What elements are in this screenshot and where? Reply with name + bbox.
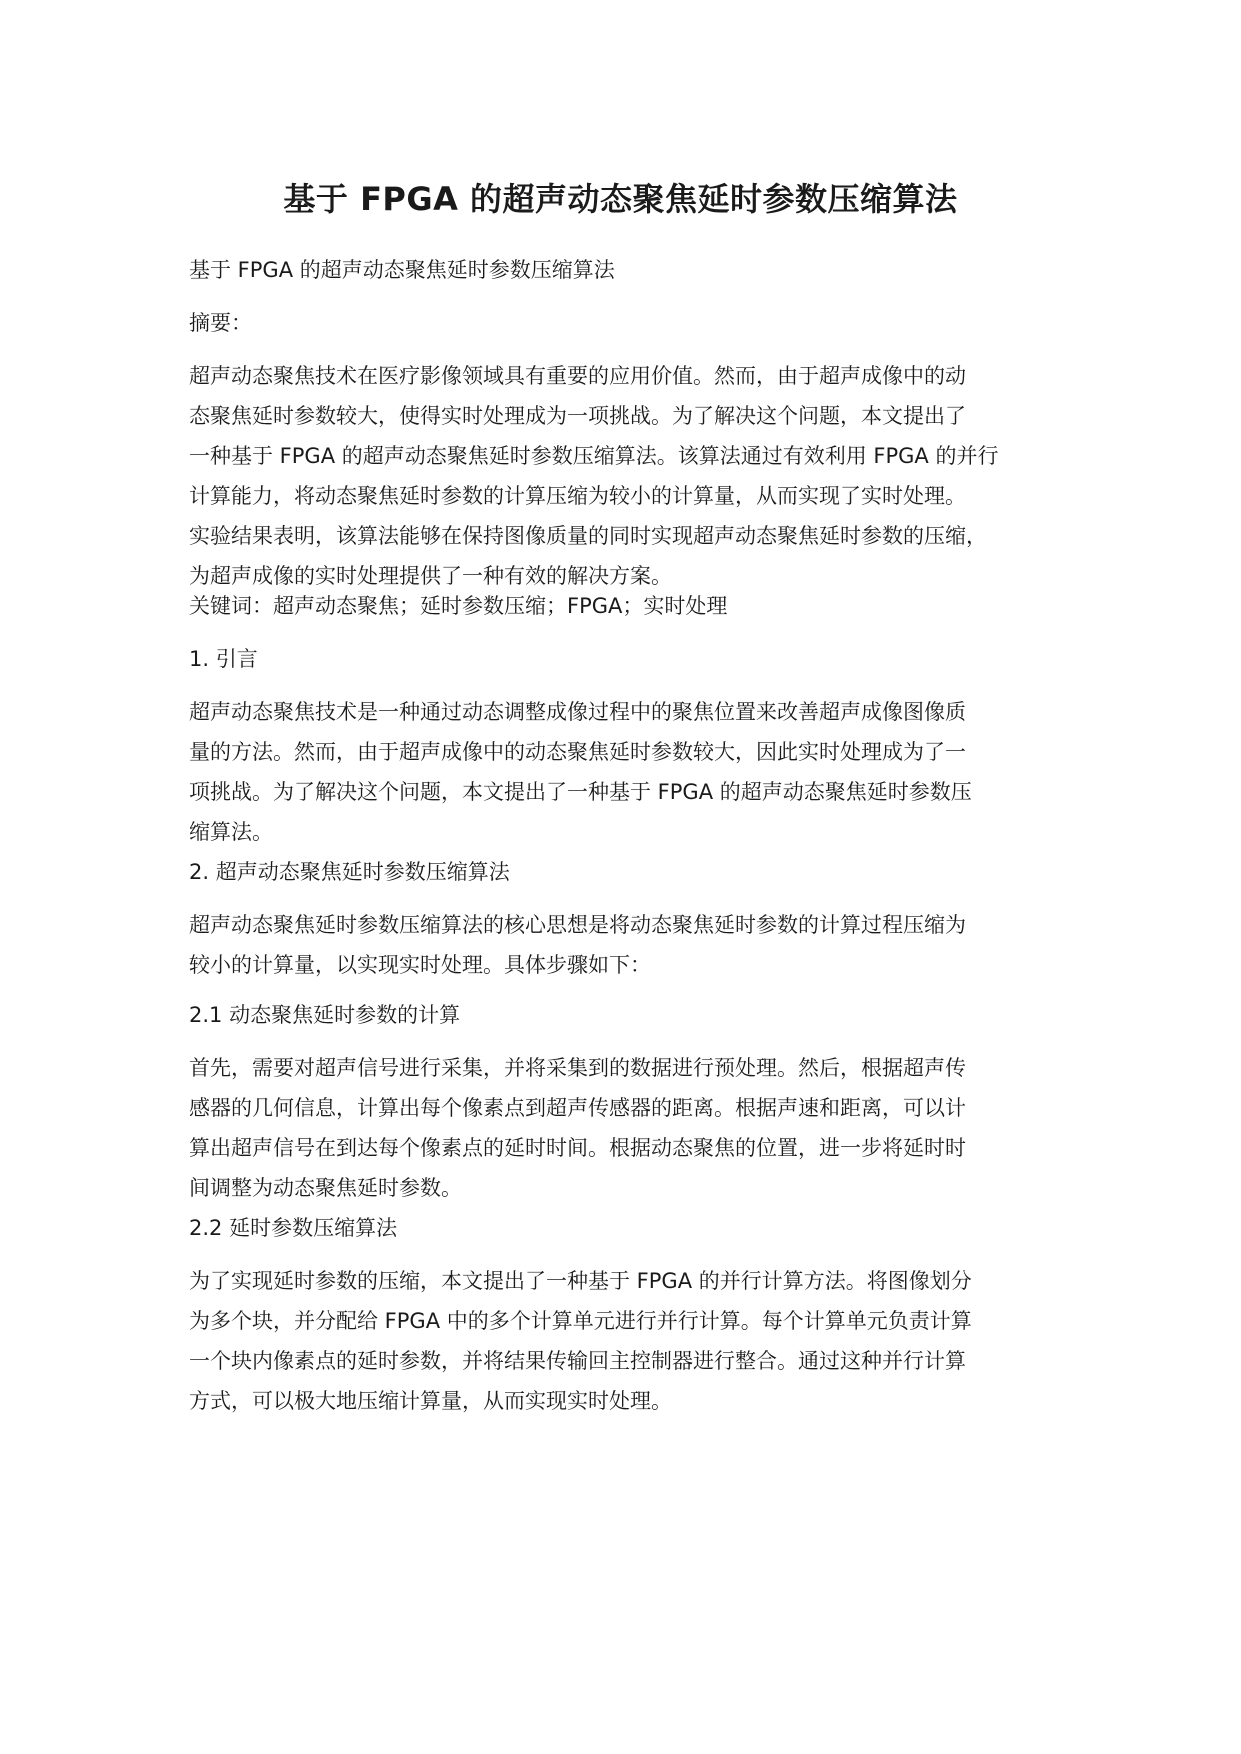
section-2-line: 较小的计算量，以实现实时处理。具体步骤如下：: [189, 953, 651, 977]
abstract-line: 计算能力，将动态聚焦延时参数的计算压缩为较小的计算量，从而实现了实时处理。: [189, 484, 966, 508]
abstract-paragraph: [189, 356, 1069, 596]
keywords-text: 关键词：超声动态聚焦；延时参数压缩；FPGA；实时处理: [189, 594, 728, 618]
section-2-1-heading-text: 2.1 动态聚焦延时参数的计算: [189, 1003, 461, 1027]
section-1-line: 项挑战。为了解决这个问题，本文提出了一种基于 FPGA 的超声动态聚焦延时参数压: [189, 780, 972, 804]
section-2-paragraph: [189, 905, 1069, 985]
section-2-line: 超声动态聚焦延时参数压缩算法的核心思想是将动态聚焦延时参数的计算过程压缩为: [189, 913, 966, 937]
abstract-line: 态聚焦延时参数较大，使得实时处理成为一项挑战。为了解决这个问题，本文提出了: [189, 404, 966, 428]
section-1-paragraph: [189, 692, 1069, 852]
section-2-2-line: 为多个块，并分配给 FPGA 中的多个计算单元进行并行计算。每个计算单元负责计算: [189, 1309, 972, 1333]
section-1-line: 缩算法。: [189, 820, 273, 844]
section-2-2-line: 为了实现延时参数的压缩，本文提出了一种基于 FPGA 的并行计算方法。将图像划分: [189, 1269, 972, 1293]
abstract-line: 实验结果表明，该算法能够在保持图像质量的同时实现超声动态聚焦延时参数的压缩，: [189, 524, 987, 548]
abstract-line: 一种基于 FPGA 的超声动态聚焦延时参数压缩算法。该算法通过有效利用 FPGA 的并行: [189, 444, 999, 468]
section-2-2-paragraph: [189, 1261, 1069, 1421]
section-2-1-line: 感器的几何信息，计算出每个像素点到超声传感器的距离。根据声速和距离，可以计: [189, 1096, 966, 1120]
section-2-1-line: 算出超声信号在到达每个像素点的延时时间。根据动态聚焦的位置，进一步将延时时: [189, 1136, 966, 1160]
section-2-heading-text: 2. 超声动态聚焦延时参数压缩算法: [189, 860, 510, 884]
document-subtitle: [189, 250, 1069, 290]
keywords: [189, 586, 1069, 626]
section-2-1-line: 间调整为动态聚焦延时参数。: [189, 1176, 462, 1200]
section-1-line: 量的方法。然而，由于超声成像中的动态聚焦延时参数较大，因此实时处理成为了一: [189, 740, 966, 764]
abstract-label: [189, 303, 1069, 343]
abstract-line: 超声动态聚焦技术在医疗影像领域具有重要的应用价值。然而，由于超声成像中的动: [189, 364, 966, 388]
section-1-heading-text: 1. 引言: [189, 647, 258, 671]
section-2-2-line: 一个块内像素点的延时参数，并将结果传输回主控制器进行整合。通过这种并行计算: [189, 1349, 966, 1373]
document-title: 基于 FPGA 的超声动态聚焦延时参数压缩算法: [283, 180, 958, 218]
section-2-2-heading-text: 2.2 延时参数压缩算法: [189, 1216, 398, 1240]
abstract-label-text: 摘要：: [189, 311, 252, 335]
section-2-1-paragraph: [189, 1048, 1069, 1208]
section-1-heading: [189, 639, 1069, 679]
section-2-heading: [189, 852, 1069, 892]
subtitle-text: 基于 FPGA 的超声动态聚焦延时参数压缩算法: [189, 258, 615, 282]
section-2-1-heading: [189, 995, 1069, 1035]
section-2-2-line: 方式，可以极大地压缩计算量，从而实现实时处理。: [189, 1389, 672, 1413]
section-1-line: 超声动态聚焦技术是一种通过动态调整成像过程中的聚焦位置来改善超声成像图像质: [189, 700, 966, 724]
section-2-1-line: 首先，需要对超声信号进行采集，并将采集到的数据进行预处理。然后，根据超声传: [189, 1056, 966, 1080]
abstract-line: 为超声成像的实时处理提供了一种有效的解决方案。: [189, 564, 672, 588]
section-2-2-heading: [189, 1208, 1069, 1248]
